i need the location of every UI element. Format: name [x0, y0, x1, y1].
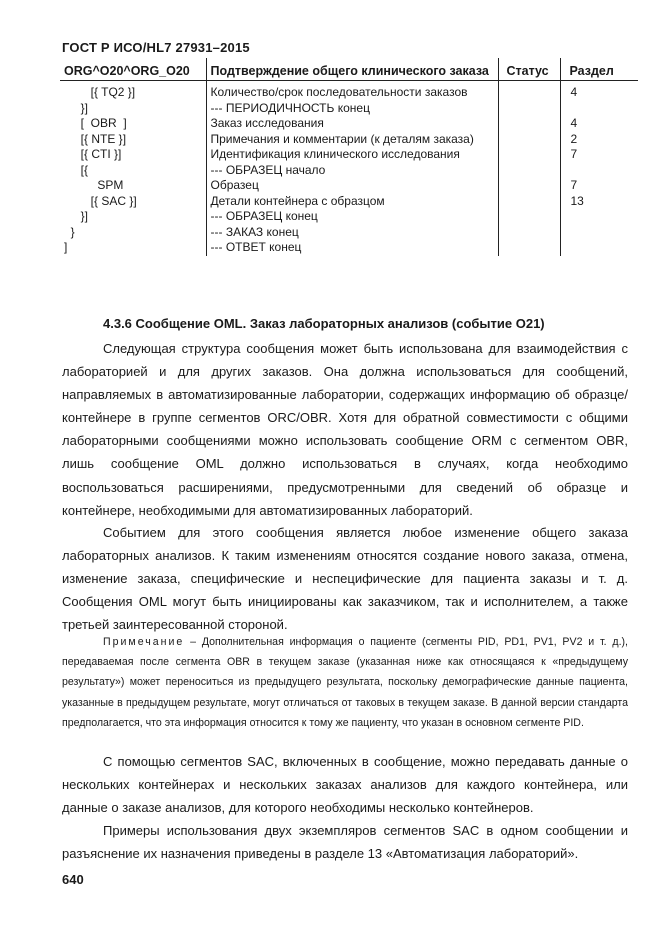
status-cell	[498, 209, 560, 225]
section-cell: 13	[560, 194, 638, 210]
segment-cell: [{ TQ2 }]	[64, 85, 136, 99]
section-cell	[560, 101, 638, 117]
page-number: 640	[62, 872, 84, 887]
status-cell	[498, 116, 560, 132]
status-cell	[498, 81, 560, 101]
description-cell: --- ОБРАЗЕЦ конец	[206, 209, 498, 225]
status-cell	[498, 240, 560, 256]
section-cell	[560, 209, 638, 225]
segment-cell: }	[64, 224, 75, 239]
segment-cell: }]	[64, 100, 89, 115]
table-row	[60, 132, 638, 148]
status-cell	[498, 132, 560, 148]
column-header-description: Подтверждение общего клинического заказа	[206, 58, 498, 81]
table-row	[60, 225, 638, 241]
column-header-status: Статус	[498, 58, 560, 81]
status-cell	[498, 163, 560, 179]
table-row	[60, 147, 638, 163]
segment-cell: SPM	[64, 178, 124, 192]
note	[62, 632, 628, 733]
table-row	[60, 240, 638, 256]
table-row	[60, 209, 638, 225]
status-cell	[498, 194, 560, 210]
section-cell	[560, 163, 638, 179]
segment-cell: [{	[64, 162, 89, 177]
segment-cell: ]	[64, 240, 68, 254]
message-structure-table	[60, 58, 638, 256]
section-title: 4.3.6 Сообщение OML. Заказ лабораторных анализов (событие O21)	[103, 316, 545, 331]
note-text: – Дополнительная информация о пациенте (сегменты PID, PD1, PV1, PV2 и т. д.), передаваемая после сегмента OBR в текущем заказе (указанная ниже как относящаяся к «предыдущему результату») может переноситься из предыдущего результата, поскольку демографические данные пациента, указанные в предыдущем результате, могут отличаться от таковых в текущем заказе. В данной версии стандарта предполагается, что эта информация относится к тому же пациенту, что указан в основном сегменте PID.	[62, 636, 628, 729]
section-cell: 7	[560, 178, 638, 194]
table-row	[60, 101, 638, 117]
section-cell: 4	[560, 116, 638, 132]
description-cell: Детали контейнера с образцом	[206, 194, 498, 210]
segment-cell: [{ NTE }]	[64, 131, 127, 146]
table-header-row	[60, 58, 638, 81]
section-cell	[560, 240, 638, 256]
table-row	[60, 163, 638, 179]
description-cell: Идентификация клинического исследования	[206, 147, 498, 163]
status-cell	[498, 225, 560, 241]
status-cell	[498, 147, 560, 163]
description-cell: --- ОТВЕТ конец	[206, 240, 498, 256]
paragraph: С помощью сегментов SAC, включенных в сообщение, можно передавать данные о нескольких контейнерах и нескольких заказах анализов для каждого контейнера, или данные о заказе анализов, для которого необходимы несколько контейнеров.	[62, 754, 628, 816]
paragraph: Событием для этого сообщения является любое изменение общего заказа лабораторных анализов. К таким изменениям относятся создание нового заказа, отмена, изменение заказа, специфические и неспецифические для пациента заказы и т. д. Сообщения OML могут быть инициированы как заказчиком, так и исполнителем, а также третьей заинтересованной стороной.	[62, 525, 628, 633]
document-header: ГОСТ Р ИСО/HL7 27931–2015	[62, 40, 250, 55]
description-cell: Заказ исследования	[206, 116, 498, 132]
segment-cell: [{ SAC }]	[64, 193, 137, 208]
description-cell: --- ЗАКАЗ конец	[206, 225, 498, 241]
column-header-section: Раздел	[560, 58, 638, 81]
status-cell	[498, 178, 560, 194]
section-cell: 4	[560, 81, 638, 101]
note-label: Примечание	[103, 636, 185, 648]
status-cell	[498, 101, 560, 117]
section-cell	[560, 225, 638, 241]
table-body	[60, 81, 638, 256]
paragraph: Примеры использования двух экземпляров сегментов SAC в одном сообщении и разъяснение их назначения приведены в разделе 13 «Автоматизация лабораторий».	[62, 823, 628, 862]
section-cell: 2	[560, 132, 638, 148]
segment-cell: [{ CTI }]	[64, 147, 122, 161]
column-header-segment: ORG^O20^ORG_O20	[60, 58, 206, 81]
paragraph: Следующая структура сообщения может быть использована для взаимодействия с лабораторией и для других заказов. Она должна использоваться для сообщений, направляемых в автоматизированные лаборатории, содержащих информацию об образце/контейнере в группе сегментов ORC/OBR. Хотя для обратной совместимости с общими лабораторными сообщениями можно использовать сообщение ORM с сегментом OBR, лишь сообщение OML должно использоваться в случаях, когда необходимо воспользоваться расширениями, предусмотренными для сведений об образце и контейнере, необходимыми для автоматизированных лабораторий.	[62, 341, 628, 518]
table-row	[60, 178, 638, 194]
description-cell: --- ОБРАЗЕЦ начало	[206, 163, 498, 179]
table-row	[60, 81, 638, 101]
segment-cell: }]	[64, 209, 89, 223]
section-cell: 7	[560, 147, 638, 163]
description-cell: --- ПЕРИОДИЧНОСТЬ конец	[206, 101, 498, 117]
description-cell: Примечания и комментарии (к деталям заказа)	[206, 132, 498, 148]
segment-cell: [ OBR ]	[64, 116, 127, 130]
table-row	[60, 116, 638, 132]
description-cell: Количество/срок последовательности заказов	[206, 81, 498, 101]
table-row	[60, 194, 638, 210]
description-cell: Образец	[206, 178, 498, 194]
